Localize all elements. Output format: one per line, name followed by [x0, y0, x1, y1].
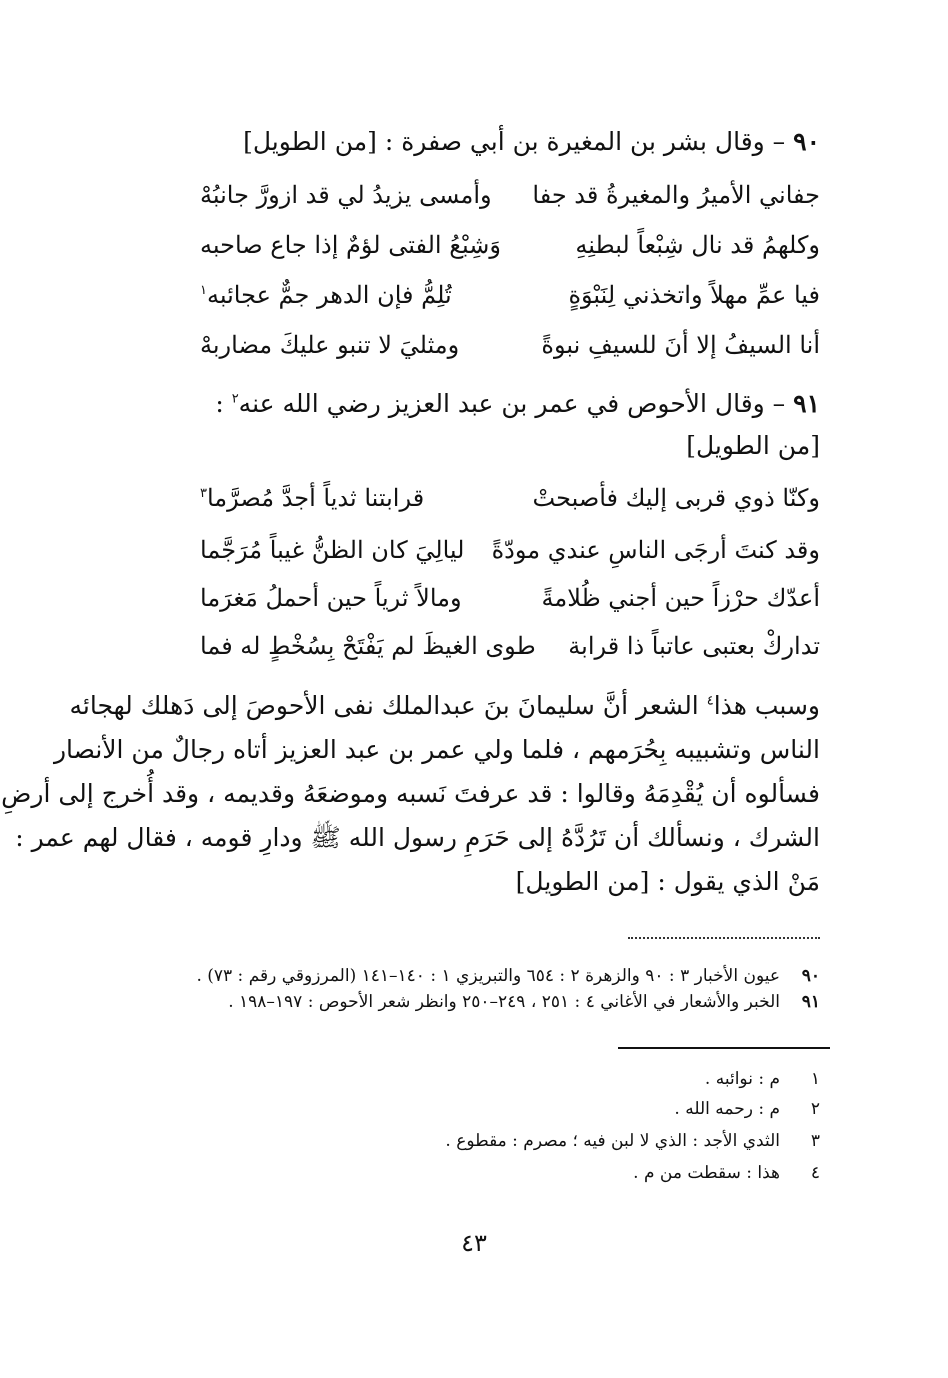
- footnote: [120, 1094, 820, 1124]
- heading-tail: :: [215, 389, 232, 418]
- verse-line: [200, 530, 820, 570]
- footnote-text: م : نوائبه .: [704, 1069, 780, 1089]
- footnote-text: الثدي الأجد : الذي لا لبن فيه ؛ مصرم : مقطوع .: [445, 1131, 780, 1151]
- verse-first-hemistich: فيا عمِّ مهلاً واتخذني لِنَبْوَةٍ: [568, 281, 820, 309]
- footnote-rule: [618, 1047, 830, 1049]
- prose-line: مَنْ الذي يقول : [من الطويل]: [515, 867, 820, 896]
- footnote-number: ٢: [810, 1099, 820, 1119]
- footnote: [120, 1126, 820, 1156]
- verse-line: [200, 578, 820, 618]
- footnote: [120, 1158, 820, 1188]
- verse-first-hemistich: وكنّا ذوي قربى إليك فأصبحتْ: [532, 484, 820, 512]
- verse-second-hemistich: ومالاً ثرياً حين أحملُ مَغرَما: [200, 584, 462, 612]
- verse-second-hemistich: طوى الغيظَ لم يَفْتَحْ بِسُخْطٍ له فما: [200, 632, 536, 660]
- verse-second-hemistich: ليالِيَ كان الظنُّ غيباً مُرَجَّما: [200, 536, 465, 564]
- verse-first-hemistich: أعدّك حرْزاً حين أجني ظُلامةً: [541, 584, 820, 612]
- source-number: ٩٠: [801, 966, 820, 986]
- footnote-text: م : رحمه الله .: [674, 1099, 780, 1119]
- verse-line: [200, 175, 820, 215]
- source-text: عيون الأخبار ٣ : ٩٠ والزهرة ٢ : ٦٥٤ والتبريزي ١ : ١٤٠–١٤١ (المرزوقي رقم : ٧٣) .: [196, 966, 780, 986]
- entry-number: ٩١: [793, 389, 820, 418]
- verse-line: [200, 325, 820, 365]
- source-entry: [120, 963, 820, 989]
- verse-line: [200, 478, 820, 518]
- verse-first-hemistich: جفاني الأميرُ والمغيرةُ قد جفا: [532, 181, 820, 209]
- footnote: [120, 1064, 820, 1094]
- verse-line: [200, 626, 820, 666]
- verse-line: [200, 225, 820, 265]
- verse-second-hemistich: ومثليَ لا تنبو عليكَ مضاربهْ: [200, 331, 460, 359]
- prose-line: الناس وتشبيبه بِحُرَمهم ، فلما ولي عمر بن عبد العزيز أتاه رجالٌ من الأنصار: [53, 735, 820, 764]
- prose-line: الشرك ، ونسألك أن تَرُدَّهُ إلى حَرَمِ رسول الله ﷺ ودارِ قومه ، فقال لهم عمر :: [15, 823, 820, 852]
- footnote-number: ٤: [810, 1163, 820, 1183]
- source-entry: [120, 989, 820, 1015]
- dotted-separator: [628, 937, 820, 939]
- verse-first-hemistich: تداركْ بعتبى عاتباً ذا قرابة: [568, 632, 820, 660]
- page-number: ٤٣: [461, 1229, 487, 1257]
- entry-number: ٩٠: [793, 127, 820, 156]
- source-text: الخبر والأشعار في الأغاني ٤ : ٢٥١ ، ٢٤٩–٢٥٠ وانظر شعر الأحوص : ١٩٧–١٩٨ .: [228, 992, 780, 1012]
- verse-line: [200, 275, 820, 315]
- verse-first-hemistich: أنا السيفُ إلا أنَ للسيفِ نبوةً: [541, 331, 820, 359]
- verse-second-hemistich: قرابتنا ثدياً أجدَّ مُصرَّما$^٣$: [200, 484, 425, 512]
- entry-heading-meter: [من الطويل]: [686, 431, 820, 460]
- verse-first-hemistich: وقد كنتَ أرجَى الناسِ عندي مودّةً: [491, 536, 820, 564]
- footnote-marker: ٣: [200, 486, 207, 501]
- verse-first-hemistich: وكلهمُ قد نال شِبْعاً لبطنِهِ: [575, 231, 820, 259]
- entry-90-heading: [120, 122, 820, 162]
- verse-second-hemistich: تُلِمُّ فإن الدهر جمٌّ عجائبه$^١$: [200, 281, 452, 309]
- footnote-number: ٣: [810, 1131, 820, 1151]
- verse-second-hemistich: وَشِبْعُ الفتى لؤمٌ إذا جاع صاحبه: [200, 231, 501, 259]
- prose-line: فسألوه أن يُقْدِمَهُ وقالوا : قد عرفتَ نَسبه وموضعَهُ وقديمه ، وقد أُخرج إلى أرضِ: [1, 779, 820, 808]
- entry-heading-text: – وقال الأحوص في عمر بن عبد العزيز رضي الله عنه: [238, 389, 786, 418]
- footnote-marker: ١: [200, 283, 207, 298]
- footnote-text: هذا : سقطت من م .: [633, 1163, 780, 1183]
- verse-second-hemistich: وأمسى يزيدُ لي قد ازورَّ جانبُهْ: [200, 181, 492, 209]
- prose-line: وسبب هذا$^٤$ الشعر أنَّ سليمانَ بنَ عبدالملك نفى الأحوصَ إلى دَهلك لهجائه: [69, 691, 820, 720]
- source-number: ٩١: [801, 992, 820, 1012]
- footnote-number: ١: [810, 1069, 820, 1089]
- entry-heading-text: – وقال بشر بن المغيرة بن أبي صفرة : [من الطويل]: [243, 127, 786, 156]
- footnote-marker: ٢: [231, 391, 239, 407]
- entry-91-heading: [120, 384, 820, 424]
- footnote-marker: ٤: [706, 693, 714, 709]
